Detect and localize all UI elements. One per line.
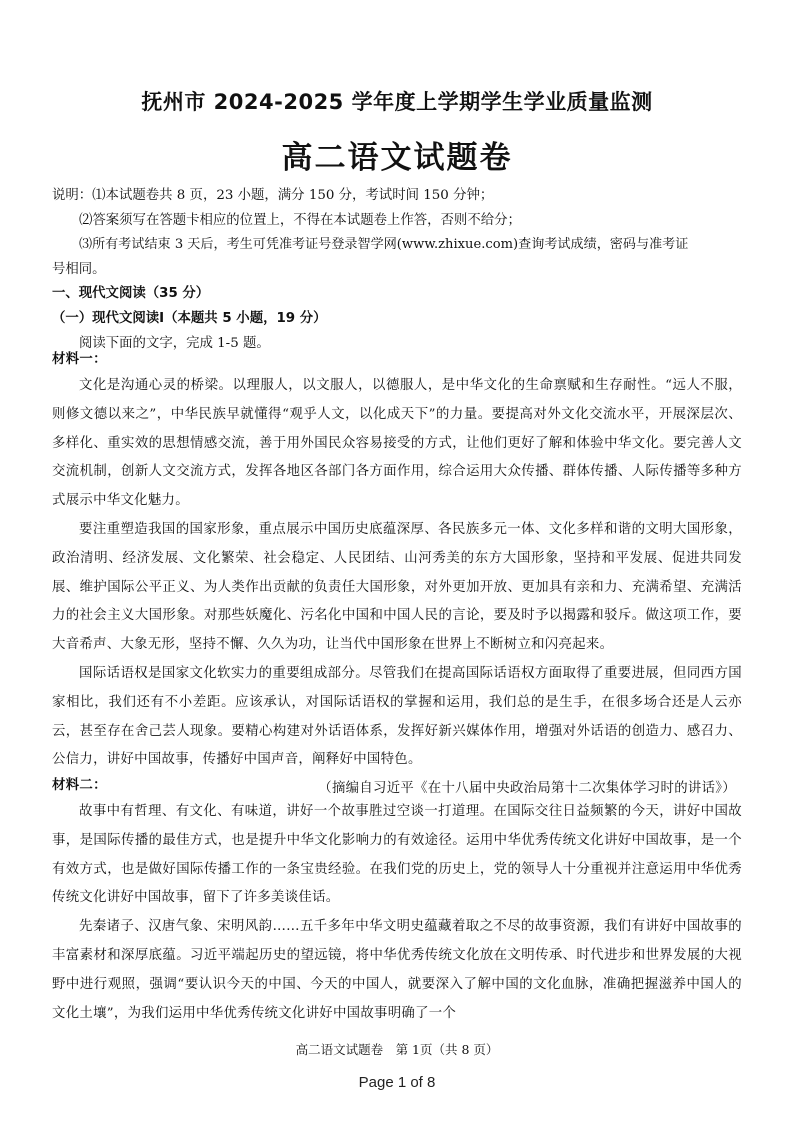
material-one-paragraph-3: 国际话语权是国家文化软实力的重要组成部分。尽管我们在提高国际话语权方面取得了重要进展，但同西方国家相比，我们还有不小差距。应该承认，对国际话语权的掌握和运用，我们总的是生手，在很多场合还是人云亦云，甚至存在舍己芸人现象。要精心构建对外话语体系，发挥好新兴媒体作用，增强对外话语的创造力、感召力、公信力，讲好中国故事，传播好中国声音，阐释好中国特色。 [52, 665, 742, 768]
instruction-line-2: ⑵答案须写在答题卡相应的位置上，不得在本试题卷上作答，否则不给分； [79, 212, 521, 228]
section-heading: 一、现代文阅读（35 分） [52, 286, 210, 302]
material-one [52, 352, 742, 804]
material-one-paragraph-2: 要注重塑造我国的国家形象，重点展示中国历史底蕴深厚、各民族多元一体、文化多样和谐的文明大国形象，政治清明、经济发展、文化繁荣、社会稳定、人民团结、山河秀美的东方大国形象，坚持和平发展、促进共同发展、维护国际公平正义、为人类作出贡献的负责任大国形象，对外更加开放、更加具有亲和力、充满希望、充满活力的社会主义大国形象。对那些妖魔化、污名化中国和中国人民的言论，要及时予以揭露和驳斥。做这项工作，要大音希声、大象无形，坚持不懈、久久为功，让当代中国形象在世界上不断树立和闪亮起来。 [52, 521, 742, 653]
material-two-label: 材料二： [52, 778, 107, 793]
section-subheading: （一）现代文阅读Ⅰ（本题共 5 小题，19 分） [52, 310, 327, 326]
instruction-line-3: ⑶所有考试结束 3 天后，考生可凭准考证号登录智学网(www.zhixue.com)查询考试成绩，密码与准考证 [79, 237, 689, 253]
material-two-paragraph-2: 先秦诸子、汉唐气象、宋明风韵……五千多年中华文明史蕴藏着取之不尽的故事资源，我们有讲好中国故事的丰富素材和深厚底蕴。习近平端起历史的望远镜，将中华优秀传统文化放在文明传承、时代进步和世界发展的大视野中进行观照，强调“要认识今天的中国、今天的中国人，就要深入了解中国的文化血脉，准确把握滋养中国人的文化土壤”，为我们运用中华优秀传统文化讲好中国故事明确了一个 [52, 919, 742, 1021]
instruction-line-4: 号相同。 [52, 261, 106, 277]
page-footer: 高二语文试题卷 第 1页（共 8 页） [295, 1042, 499, 1057]
material-one-label: 材料一： [52, 352, 107, 367]
page-indicator: Page 1 of 8 [358, 1074, 436, 1091]
exam-paper-title: 高二语文试题卷 [281, 140, 513, 176]
material-two [52, 774, 742, 1028]
material-two-paragraph-1: 故事中有哲理、有文化、有味道，讲好一个故事胜过空谈一打道理。在国际交往日益频繁的今天，讲好中国故事，是国际传播的最佳方式，也是提升中华文化影响力的有效途径。运用中华优秀传统文化讲好中国故事，是一个有效方式，也是做好国际传播工作的一条宝贵经验。在我们党的历史上，党的领导人十分重视并注意运用中华优秀传统文化讲好中国故事，留下了许多美谈佳话。 [52, 804, 742, 906]
material-one-paragraph-1: 文化是沟通心灵的桥梁。以理服人，以文服人，以德服人，是中华文化的生命禀赋和生存耐性。“远人不服，则修文德以来之”，中华民族早就懂得“观乎人文，以化成天下”的力量。要提高对外文化交流水平，开展深层次、多样化、重实效的思想情感交流，善于用外国民众容易接受的方式，让他们更好了解和体验中华文化。要完善人文交流机制，创新人文交流方式，发挥各地区各部门各方面作用，综合运用大众传播、群体传播、人际传播等多种方式展示中华文化魅力。 [52, 378, 742, 509]
material-one-source: （摘编自习近平《在十八届中央政治局第十二次集体学习时的讲话》） [318, 781, 736, 797]
instruction-line-1: 说明：⑴本试题卷共 8 页，23 小题，满分 150 分，考试时间 150 分钟； [52, 188, 494, 203]
reading-prompt: 阅读下面的文字，完成 1-5 题。 [79, 335, 270, 351]
instructions-block [52, 184, 742, 356]
exam-header-title: 抚州市 2024-2025 学年度上学期学生学业质量监测 [141, 90, 653, 114]
